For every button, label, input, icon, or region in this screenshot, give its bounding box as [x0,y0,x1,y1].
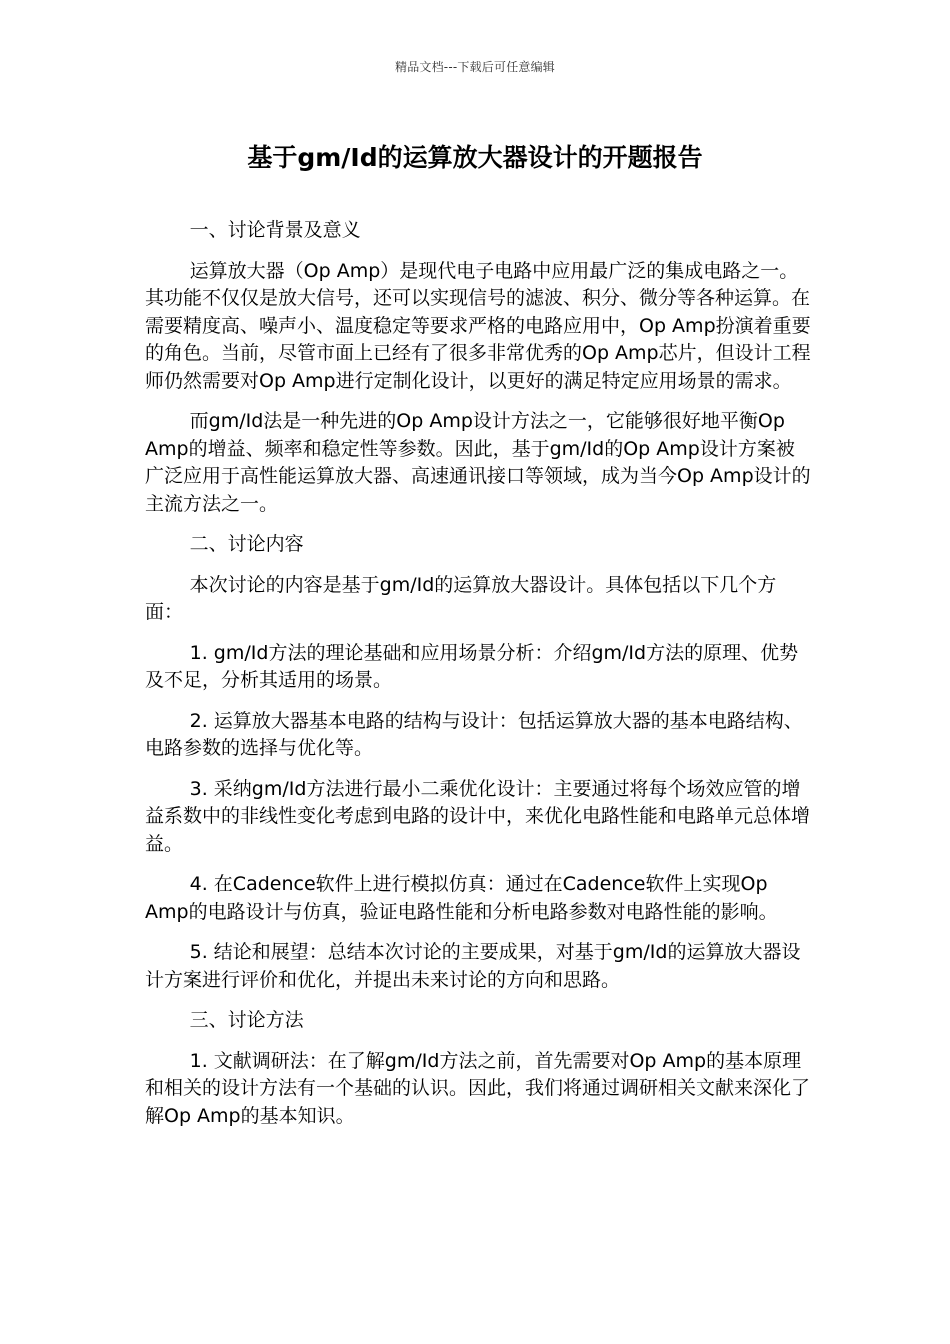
section-heading-background: 一、讨论背景及意义 [189,219,361,241]
list-item: 1. 文献调研法：在了解gm/Id方法之前，首先需要对Op Amp的基本原理和相关的设计方法有一个基础的认识。因此，我们将通过调研相关文献来深化了解Op Amp的基本知识。 [145,1049,811,1127]
paragraph: 运算放大器（Op Amp）是现代电子电路中应用最广泛的集成电路之一。其功能不仅仅是放大信号，还可以实现信号的滤波、积分、微分等各种运算。在需要精度高、噪声小、温度稳定等要求严格的电路应用中，Op Amp扮演着重要的角色。当前，尽管市面上已经有了很多非常优秀的Op Amp芯片，但设计工程师仍然需要对Op Amp进行定制化设计，以更好的满足特定应用场景的需求。 [145,259,811,392]
section-heading-content: 二、讨论内容 [189,533,304,555]
paragraph: 而gm/Id法是一种先进的Op Amp设计方法之一，它能够很好地平衡Op Amp的增益、频率和稳定性等参数。因此，基于gm/Id的Op Amp设计方案被广泛应用于高性能运算放大器、高速通讯接口等领域，成为当今Op Amp设计的主流方法之一。 [145,410,811,515]
list-item: 5. 结论和展望：总结本次讨论的主要成果，对基于gm/Id的运算放大器设计方案进行评价和优化，并提出未来讨论的方向和思路。 [145,941,801,991]
header-note: 精品文档---下载后可任意编辑 [395,60,555,74]
document-title: 基于gm/Id的运算放大器设计的开题报告 [247,143,703,172]
list-item: 2. 运算放大器基本电路的结构与设计：包括运算放大器的基本电路结构、电路参数的选择与优化等。 [145,709,803,759]
section-heading-method: 三、讨论方法 [189,1009,304,1031]
list-item: 4. 在Cadence软件上进行模拟仿真：通过在Cadence软件上实现Op Amp的电路设计与仿真，验证电路性能和分析电路参数对电路性能的影响。 [145,873,778,923]
document-body [145,217,813,1143]
list-item: 3. 采纳gm/Id方法进行最小二乘优化设计：主要通过将每个场效应管的增益系数中的非线性变化考虑到电路的设计中，来优化电路性能和电路单元总体增益。 [145,777,811,855]
paragraph: 本次讨论的内容是基于gm/Id的运算放大器设计。具体包括以下几个方面： [145,573,777,623]
list-item: 1. gm/Id方法的理论基础和应用场景分析：介绍gm/Id方法的原理、优势及不足，分析其适用的场景。 [145,641,799,691]
